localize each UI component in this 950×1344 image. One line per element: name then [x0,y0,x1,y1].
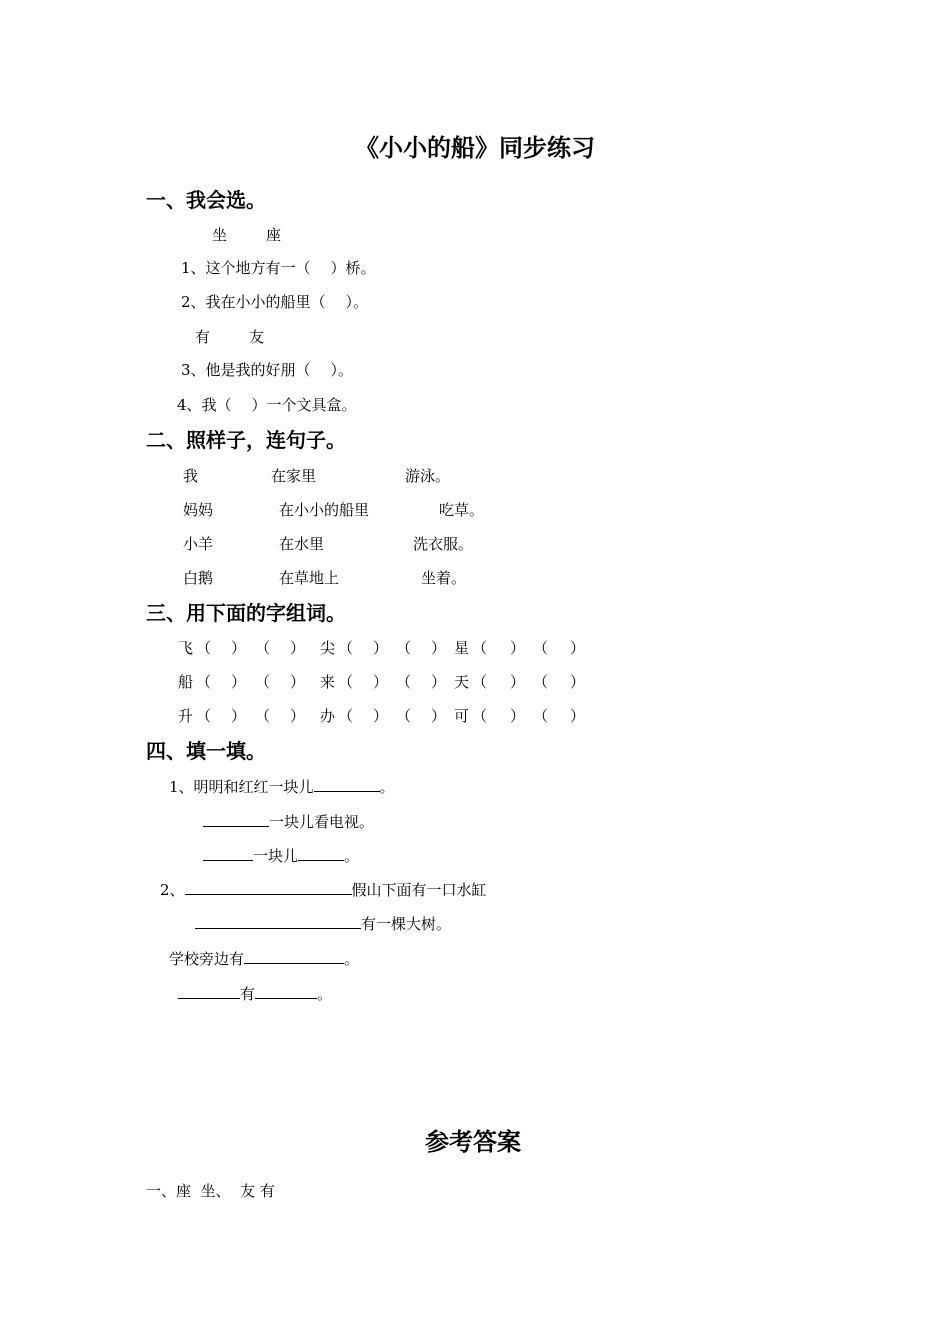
paren-close: ） [431,673,447,691]
paren-open: （ [338,639,354,657]
match-place: 在草地上 [279,569,340,587]
paren-close: ） [431,707,447,725]
fill-line-6: 学校旁边有 。 [169,950,360,968]
match-action: 坐着。 [421,569,467,587]
choice-word: 有 [195,328,211,346]
section-2-heading: 二、照样子，连句子。 [146,428,346,452]
paren-open: （ [533,639,549,657]
question-4: 4、我（ ）一个文具盒。 [177,396,357,414]
section-4-heading: 四、填一填。 [146,739,266,763]
blank-underline [203,848,253,861]
match-action: 吃草。 [439,501,485,519]
match-subject: 我 [183,467,199,485]
paren-close: ） [231,639,247,657]
word-char: 星 [454,639,470,657]
paren-open: （ [196,673,212,691]
fill-line-2: 一块儿看电视。 [203,814,374,830]
paren-close: ） [570,639,586,657]
paren-close: ） [290,673,306,691]
paren-open: （ [196,707,212,725]
word-char: 飞 [178,639,194,657]
paren-close: ） [570,707,586,725]
answers-line-1: 一、座 坐、 友 有 [146,1182,275,1200]
question-2: 2、我在小小的船里（ ）。 [181,293,369,311]
paren-close: ） [510,707,526,725]
match-subject: 妈妈 [183,501,214,519]
fill-line-1: 1、明明和红红一块儿 。 [169,778,395,796]
blank-underline [178,986,240,999]
paren-close: ） [373,707,389,725]
match-subject: 小羊 [183,535,214,553]
paren-close: ） [231,673,247,691]
match-place: 在水里 [279,535,325,553]
choice-word: 座 [266,226,282,244]
match-place: 在家里 [271,467,317,485]
blank-underline [185,882,352,895]
match-place: 在小小的船里 [279,501,370,519]
question-3: 3、他是我的好朋（ ）。 [181,361,354,379]
paren-open: （ [396,673,412,691]
fill-line-3: 一块儿 。 [203,848,359,864]
paren-close: ） [290,639,306,657]
section-3-heading: 三、用下面的字组词。 [146,601,346,625]
blank-underline [203,814,269,827]
choice-word: 友 [249,328,265,346]
match-subject: 白鹅 [183,569,214,587]
paren-close: ） [570,673,586,691]
paren-close: ） [290,707,306,725]
fill-line-7: 有 。 [178,986,332,1002]
fill-line-4: 2、 假山下面有一口水缸 [160,881,487,899]
paren-open: （ [255,673,271,691]
paren-open: （ [196,639,212,657]
paren-open: （ [338,673,354,691]
page-title: 《小小的船》同步练习 [355,133,595,162]
paren-close: ） [231,707,247,725]
word-char: 天 [454,673,470,691]
word-char: 可 [454,707,470,725]
blank-underline [314,779,380,792]
fill-line-5: 有一棵大树。 [195,916,451,932]
choice-word: 坐 [212,226,228,244]
paren-close: ） [510,673,526,691]
paren-open: （ [472,673,488,691]
paren-open: （ [338,707,354,725]
word-char: 尖 [320,639,336,657]
paren-close: ） [373,673,389,691]
word-char: 船 [178,673,194,691]
match-action: 洗衣服。 [413,535,474,553]
paren-open: （ [255,707,271,725]
paren-close: ） [431,639,447,657]
answers-heading: 参考答案 [425,1127,521,1156]
paren-open: （ [472,639,488,657]
paren-open: （ [255,639,271,657]
match-action: 游泳。 [405,467,451,485]
blank-underline [244,951,344,964]
section-1-heading: 一、我会选。 [146,188,266,212]
paren-open: （ [533,707,549,725]
paren-open: （ [396,639,412,657]
word-char: 办 [320,707,336,725]
word-char: 升 [178,707,194,725]
paren-open: （ [533,673,549,691]
paren-open: （ [472,707,488,725]
paren-open: （ [396,707,412,725]
paren-close: ） [510,639,526,657]
question-1: 1、这个地方有一（ ）桥。 [181,259,376,277]
blank-underline [195,916,361,929]
blank-underline [298,848,344,861]
blank-underline [255,986,317,999]
paren-close: ） [373,639,389,657]
word-char: 来 [320,673,336,691]
